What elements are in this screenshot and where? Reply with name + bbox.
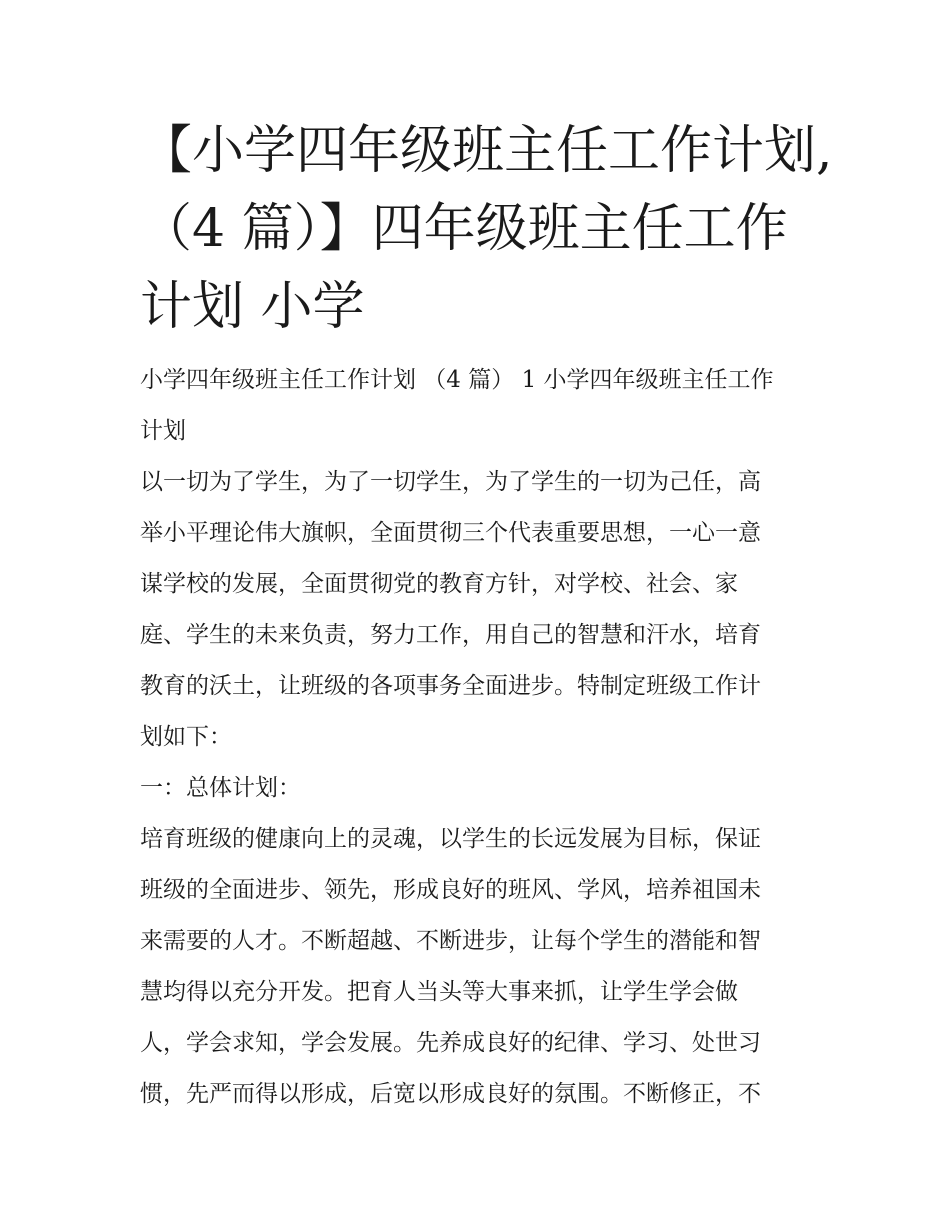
body-line: 小学四年级班主任工作计划 （4 篇） 1 小学四年级班主任工作 [140, 367, 774, 393]
body-line: 班级的全面进步、领先，形成良好的班风、学风，培养祖国未 [140, 877, 761, 903]
body-line: 慧均得以充分开发。把育人当头等大事来抓，让学生学会做 [140, 979, 738, 1005]
document-body [140, 355, 820, 1120]
section-heading: 一：总体计划： [140, 775, 301, 801]
body-line: 来需要的人才。不断超越、不断进步，让每个学生的潜能和智 [140, 928, 761, 954]
body-line: 人，学会求知，学会发展。先养成良好的纪律、学习、处世习 [140, 1030, 761, 1056]
body-line: 庭、学生的未来负责，努力工作，用自己的智慧和汗水，培育 [140, 622, 761, 648]
body-line: 谋学校的发展，全面贯彻党的教育方针，对学校、社会、家 [140, 571, 738, 597]
title-line: （4 篇）】四年级班主任工作 [140, 199, 788, 259]
body-line: 教育的沃土，让班级的各项事务全面进步。特制定班级工作计 [140, 673, 761, 699]
body-line: 计划 [140, 418, 186, 444]
body-line: 以一切为了学生，为了一切学生，为了学生的一切为己任，高 [140, 469, 761, 495]
body-line: 举小平理论伟大旗帜，全面贯彻三个代表重要思想，一心一意 [140, 520, 761, 546]
title-line: 【小学四年级班主任工作计划, [140, 121, 833, 181]
body-line: 惯，先严而得以形成，后宽以形成良好的氛围。不断修正，不 [140, 1081, 761, 1107]
document-title [140, 112, 833, 346]
body-line: 培育班级的健康向上的灵魂，以学生的长远发展为目标，保证 [140, 826, 761, 852]
body-line: 划如下： [140, 724, 232, 750]
title-line: 计划 小学 [140, 277, 365, 337]
